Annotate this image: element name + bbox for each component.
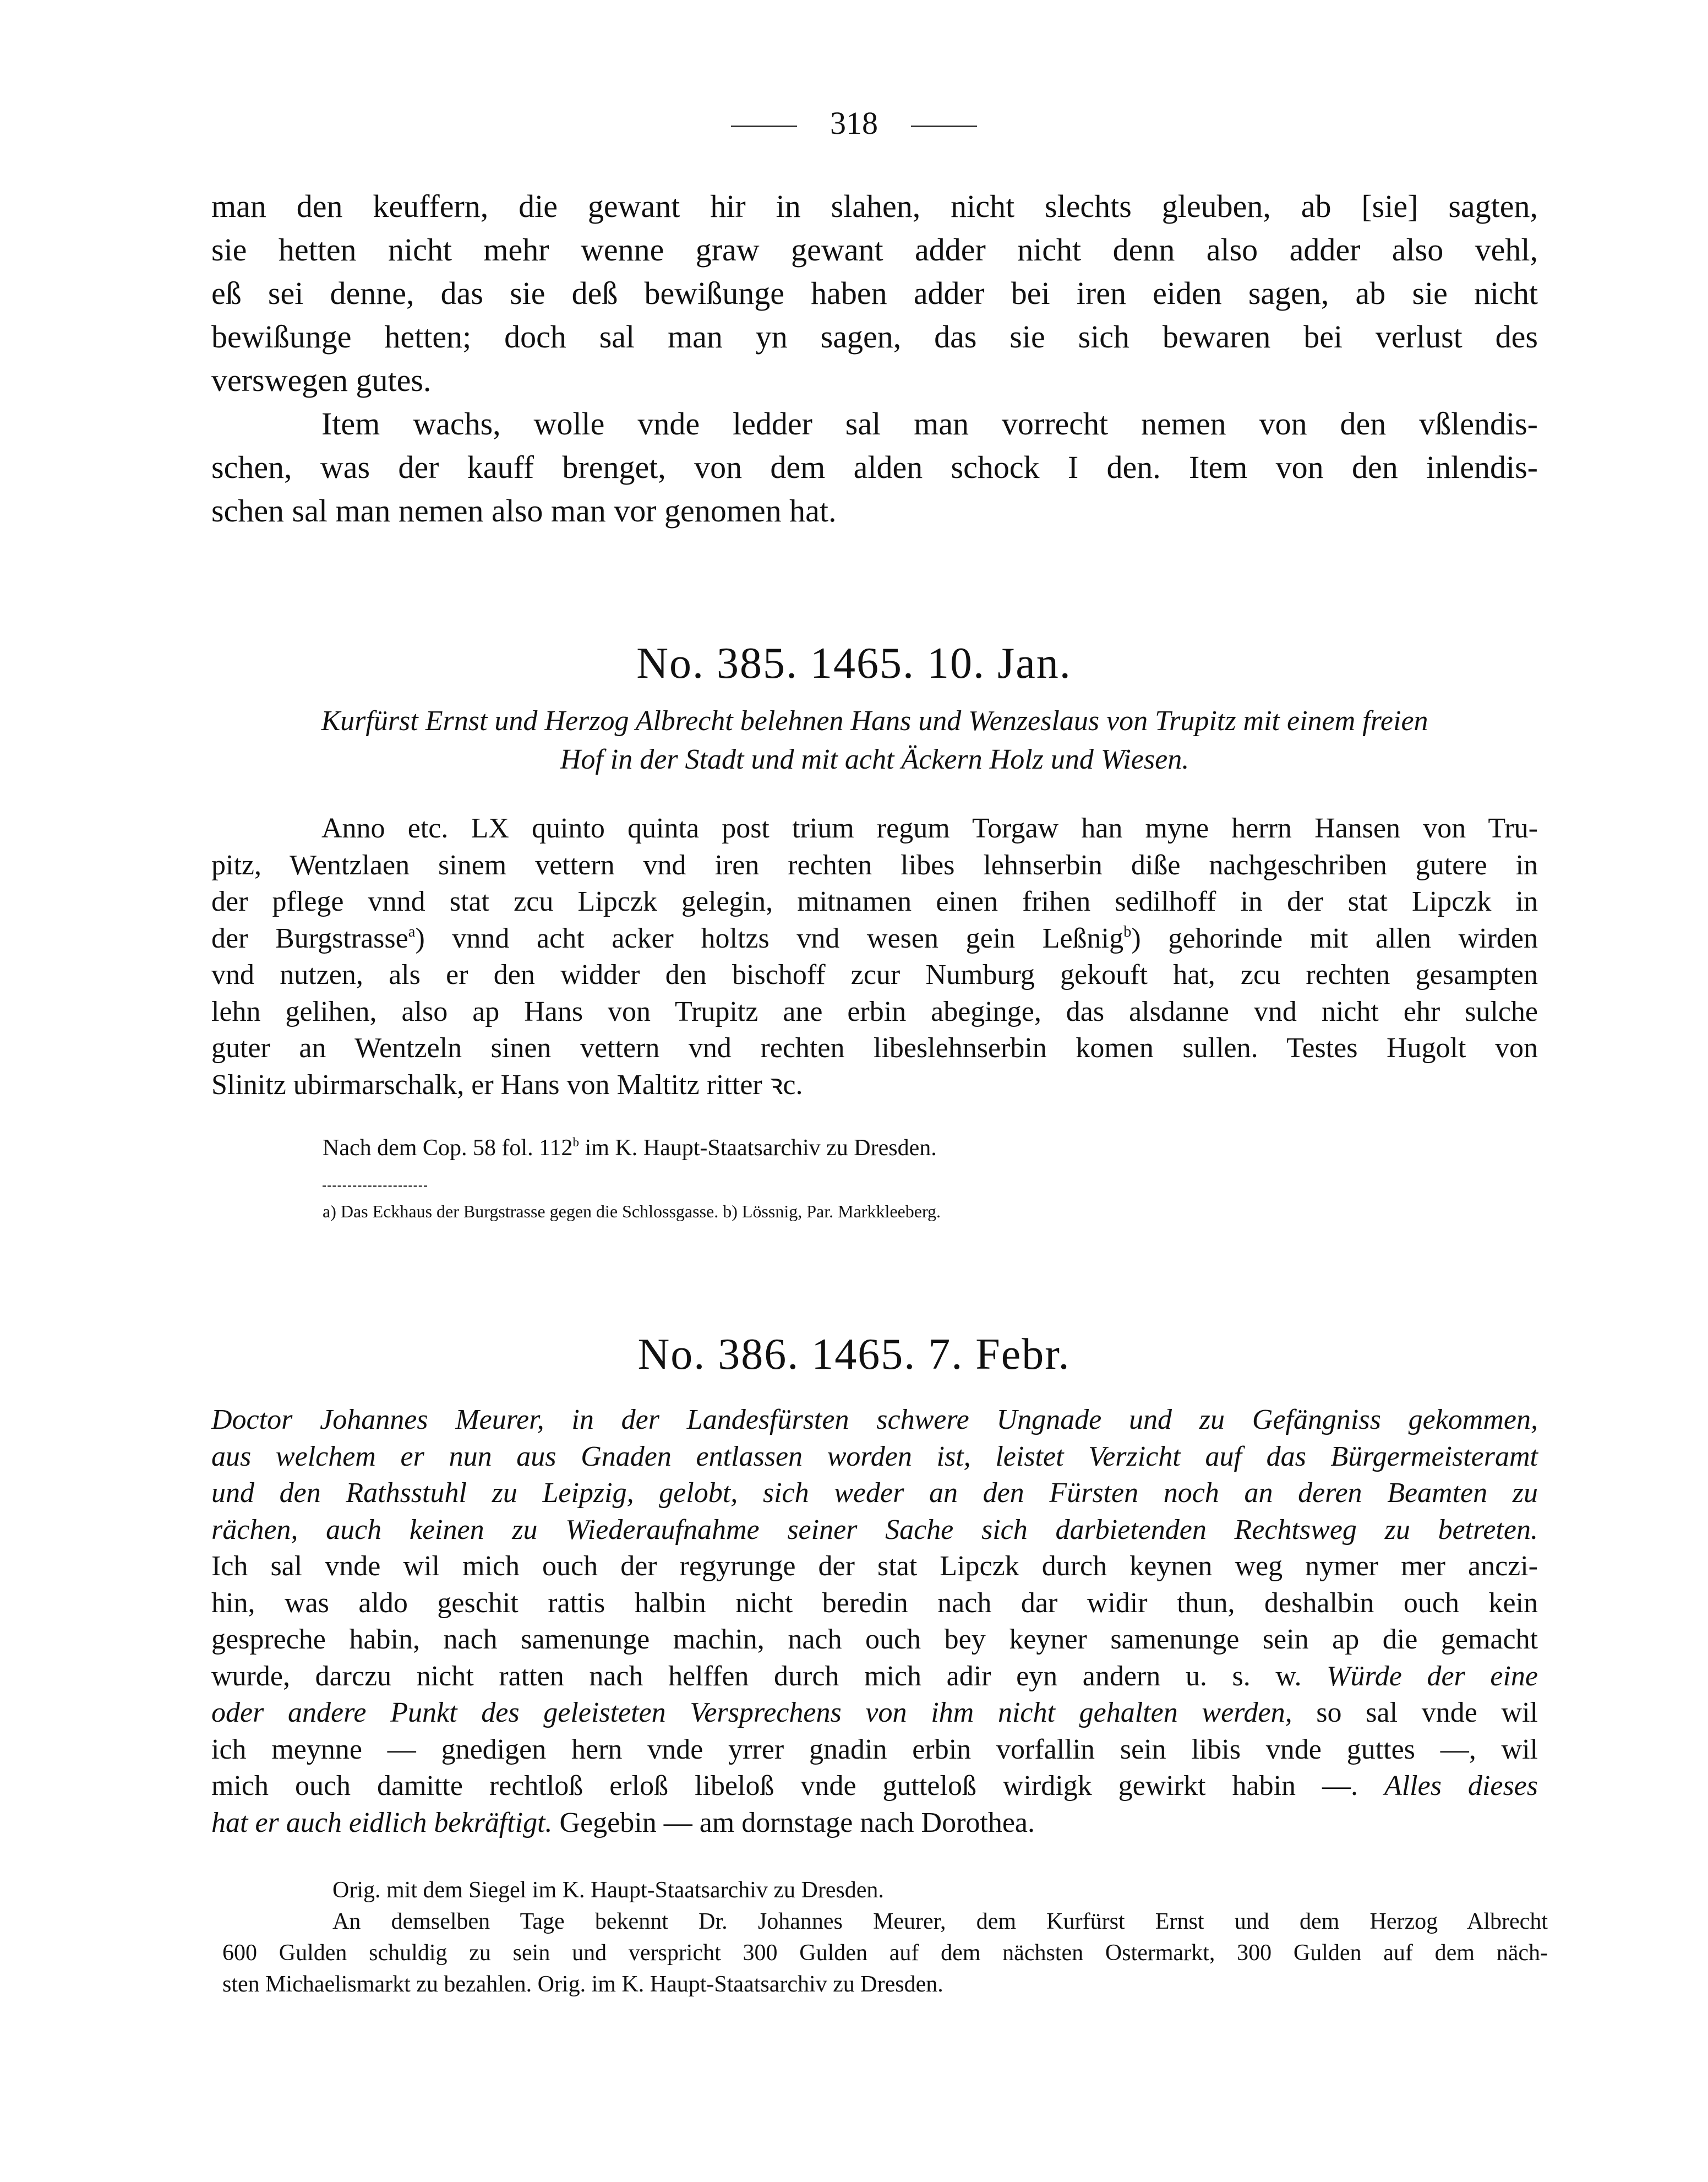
document-heading-385: No. 385. 1465. 10. Jan. bbox=[636, 639, 1072, 688]
text-line bbox=[211, 1030, 1538, 1067]
text-segment: Hof in der Stadt und mit acht Äckern Holz und Wiesen. bbox=[560, 744, 1189, 775]
text-line bbox=[211, 489, 1538, 532]
text-line bbox=[211, 994, 1538, 1031]
text-line bbox=[211, 1732, 1538, 1769]
text-segment: mich ouch damitte rechtloß erloß libeloß vnde gutteloß wirdigk gewirkt habin —. bbox=[211, 1770, 1384, 1802]
text-segment: Ich sal vnde wil mich ouch der regyrunge der stat Lipczk durch keynen weg nymer mer anczi- bbox=[211, 1550, 1538, 1582]
text-segment: man den keuffern, die gewant hir in slahen, nicht slechts gleuben, ab [sie] sagten, bbox=[211, 188, 1538, 224]
text-line bbox=[211, 1067, 1538, 1104]
text-line bbox=[211, 228, 1538, 271]
page-number bbox=[0, 105, 1708, 142]
text-segment: der Burgstrasse bbox=[211, 922, 408, 954]
text-segment: 600 Gulden schuldig zu sein und verspricht 300 Gulden auf dem nächsten Ostermarkt, 300 Gulden auf dem näch- bbox=[222, 1940, 1548, 1966]
text-line bbox=[222, 1906, 1548, 1938]
text-line bbox=[211, 1585, 1538, 1622]
page-number-text: 318 bbox=[830, 105, 878, 141]
text-line bbox=[211, 402, 1538, 445]
text-line bbox=[222, 1938, 1548, 1969]
divider bbox=[731, 126, 797, 127]
continuation-text bbox=[211, 184, 1538, 532]
text-segment: gespreche habin, nach samenunge machin, nach ouch bey keyner samenunge sein ap die gemacht bbox=[211, 1624, 1538, 1655]
doc-385-text bbox=[211, 810, 1538, 1103]
text-line bbox=[211, 1548, 1538, 1585]
text-line bbox=[211, 358, 1538, 402]
doc-386-text bbox=[211, 1402, 1538, 1841]
text-line bbox=[211, 1621, 1538, 1658]
text-line bbox=[211, 1439, 1538, 1476]
text-line bbox=[211, 1658, 1538, 1695]
text-line bbox=[211, 1475, 1538, 1512]
doc-386-notes bbox=[222, 1875, 1548, 2000]
text-segment: Orig. mit dem Siegel im K. Haupt-Staatsarchiv zu Dresden. bbox=[332, 1878, 884, 1903]
text-segment: der pflege vnnd stat zcu Lipczk gelegin, mitnamen einen frihen sedilhoff in der stat Lipczk in bbox=[211, 886, 1538, 917]
text-segment: schen, was der kauff brenget, von dem alden schock I den. Item von den inlendis- bbox=[211, 449, 1538, 485]
text-line bbox=[211, 847, 1538, 884]
text-line bbox=[323, 1199, 1258, 1223]
text-segment: Alles dieses bbox=[1384, 1770, 1538, 1802]
text-segment: Anno etc. LX quinto quinta post trium regum Torgaw han myne herrn Hansen von Tru- bbox=[321, 813, 1538, 844]
text-segment: guter an Wentzeln sinen vettern vnd rechten libeslehnserbin komen sullen. Testes Hugolt von bbox=[211, 1032, 1538, 1064]
text-segment: Würde der eine bbox=[1327, 1660, 1538, 1692]
text-line bbox=[211, 1512, 1538, 1549]
text-segment: bewißunge hetten; doch sal man yn sagen, das sie sich bewaren bei verlust des bbox=[211, 319, 1538, 355]
text-line bbox=[211, 271, 1538, 315]
text-line bbox=[211, 445, 1538, 489]
text-segment: Nach dem Cop. 58 fol. 112 bbox=[323, 1135, 573, 1161]
text-segment: Doctor Johannes Meurer, in der Landesfürsten schwere Ungnade und zu Gefängniss gekommen, bbox=[211, 1404, 1538, 1435]
text-segment: sten Michaelismarkt zu bezahlen. Orig. im K. Haupt-Staatsarchiv zu Dresden. bbox=[222, 1972, 943, 1997]
text-line bbox=[211, 921, 1538, 957]
text-segment: ich meynne — gnedigen hern vnde yrrer gnadin erbin vorfallin sein libis vnde guttes —, wil bbox=[211, 1733, 1538, 1765]
text-segment: ) vnnd acht acker holtzs vnd wesen gein Leßnig bbox=[415, 922, 1124, 954]
text-segment: und den Rathsstuhl zu Leipzig, gelobt, sich weder an den Fürsten noch an deren Beamten zu bbox=[211, 1477, 1538, 1509]
text-segment: vnd nutzen, als er den widder den bischoff zcur Numburg gekouft hat, zcu rechten gesampten bbox=[211, 959, 1538, 991]
text-segment: rächen, auch keinen zu Wiederaufnahme seiner Sache sich darbietenden Rechtsweg zu betreten. bbox=[211, 1514, 1538, 1546]
text-segment: aus welchem er nun aus Gnaden entlassen worden ist, leistet Verzicht auf das Bürgermeisteramt bbox=[211, 1440, 1538, 1472]
text-segment: oder andere Punkt des geleisteten Versprechens von ihm nicht gehalten werden, bbox=[211, 1697, 1292, 1728]
footnote-marker: a bbox=[408, 923, 416, 940]
text-line bbox=[211, 315, 1538, 358]
text-line bbox=[211, 184, 1538, 228]
text-segment: Item wachs, wolle vnde ledder sal man vorrecht nemen von den vßlendis- bbox=[321, 406, 1538, 442]
text-segment: sie hetten nicht mehr wenne graw gewant adder nicht denn also adder also vehl, bbox=[211, 232, 1538, 268]
text-segment: Slinitz ubirmarschalk, er Hans von Maltitz ritter ꝛc. bbox=[211, 1069, 803, 1101]
text-segment: hat er auch eidlich bekräftigt. bbox=[211, 1806, 553, 1838]
text-line bbox=[211, 810, 1538, 847]
footnote-marker: b bbox=[572, 1134, 580, 1149]
divider bbox=[911, 126, 977, 127]
footnote-divider bbox=[323, 1185, 427, 1187]
footnote-marker: b bbox=[1123, 923, 1132, 940]
text-segment: Gegebin — am dornstage nach Dorothea. bbox=[552, 1806, 1035, 1838]
doc-385-footnotes bbox=[323, 1199, 1258, 1223]
text-line bbox=[211, 1805, 1538, 1842]
text-line bbox=[211, 1768, 1538, 1805]
text-segment: wurde, darczu nicht ratten nach helffen durch mich adir eyn andern u. s. w. bbox=[211, 1660, 1327, 1692]
text-segment: ) gehorinde mit allen wirden bbox=[1131, 922, 1538, 954]
text-segment: verswegen gutes. bbox=[211, 362, 432, 398]
text-segment: hin, was aldo geschit rattis halbin nicht beredin nach dar widir thun, deshalbin ouch kein bbox=[211, 1587, 1538, 1619]
text-line bbox=[211, 884, 1538, 921]
text-line bbox=[211, 702, 1538, 741]
text-segment: so sal vnde wil bbox=[1292, 1697, 1538, 1728]
text-line bbox=[211, 1695, 1538, 1732]
text-segment: eß sei denne, das sie deß bewißunge haben adder bei iren eiden sagen, ab sie nicht bbox=[211, 275, 1538, 311]
text-line bbox=[211, 1402, 1538, 1439]
text-segment: lehn gelihen, also ap Hans von Trupitz ane erbin abeginge, das alsdanne vnd nicht ehr sulche bbox=[211, 995, 1538, 1027]
document-heading-386: No. 386. 1465. 7. Febr. bbox=[637, 1330, 1071, 1379]
text-line bbox=[222, 1875, 1548, 1906]
text-segment: Kurfürst Ernst und Herzog Albrecht belehnen Hans und Wenzeslaus von Trupitz mit einem freien bbox=[321, 705, 1428, 737]
text-segment: An demselben Tage bekennt Dr. Johannes Meurer, dem Kurfürst Ernst und dem Herzog Albrecht bbox=[332, 1909, 1548, 1934]
text-segment: im K. Haupt-Staatsarchiv zu Dresden. bbox=[579, 1135, 937, 1161]
text-line bbox=[222, 1969, 1548, 2000]
doc-385-summary bbox=[211, 702, 1538, 779]
text-segment: schen sal man nemen also man vor genomen hat. bbox=[211, 493, 837, 529]
doc-385-source bbox=[323, 1133, 1148, 1163]
text-line bbox=[211, 741, 1538, 779]
text-line bbox=[323, 1133, 1148, 1163]
text-line bbox=[211, 957, 1538, 994]
text-segment: a) Das Eckhaus der Burgstrasse gegen die Schlossgasse. b) Lössnig, Par. Markkleeberg. bbox=[323, 1201, 941, 1221]
text-segment: pitz, Wentzlaen sinem vettern vnd iren rechten libes lehnserbin diße nachgeschriben gutere in bbox=[211, 849, 1538, 881]
